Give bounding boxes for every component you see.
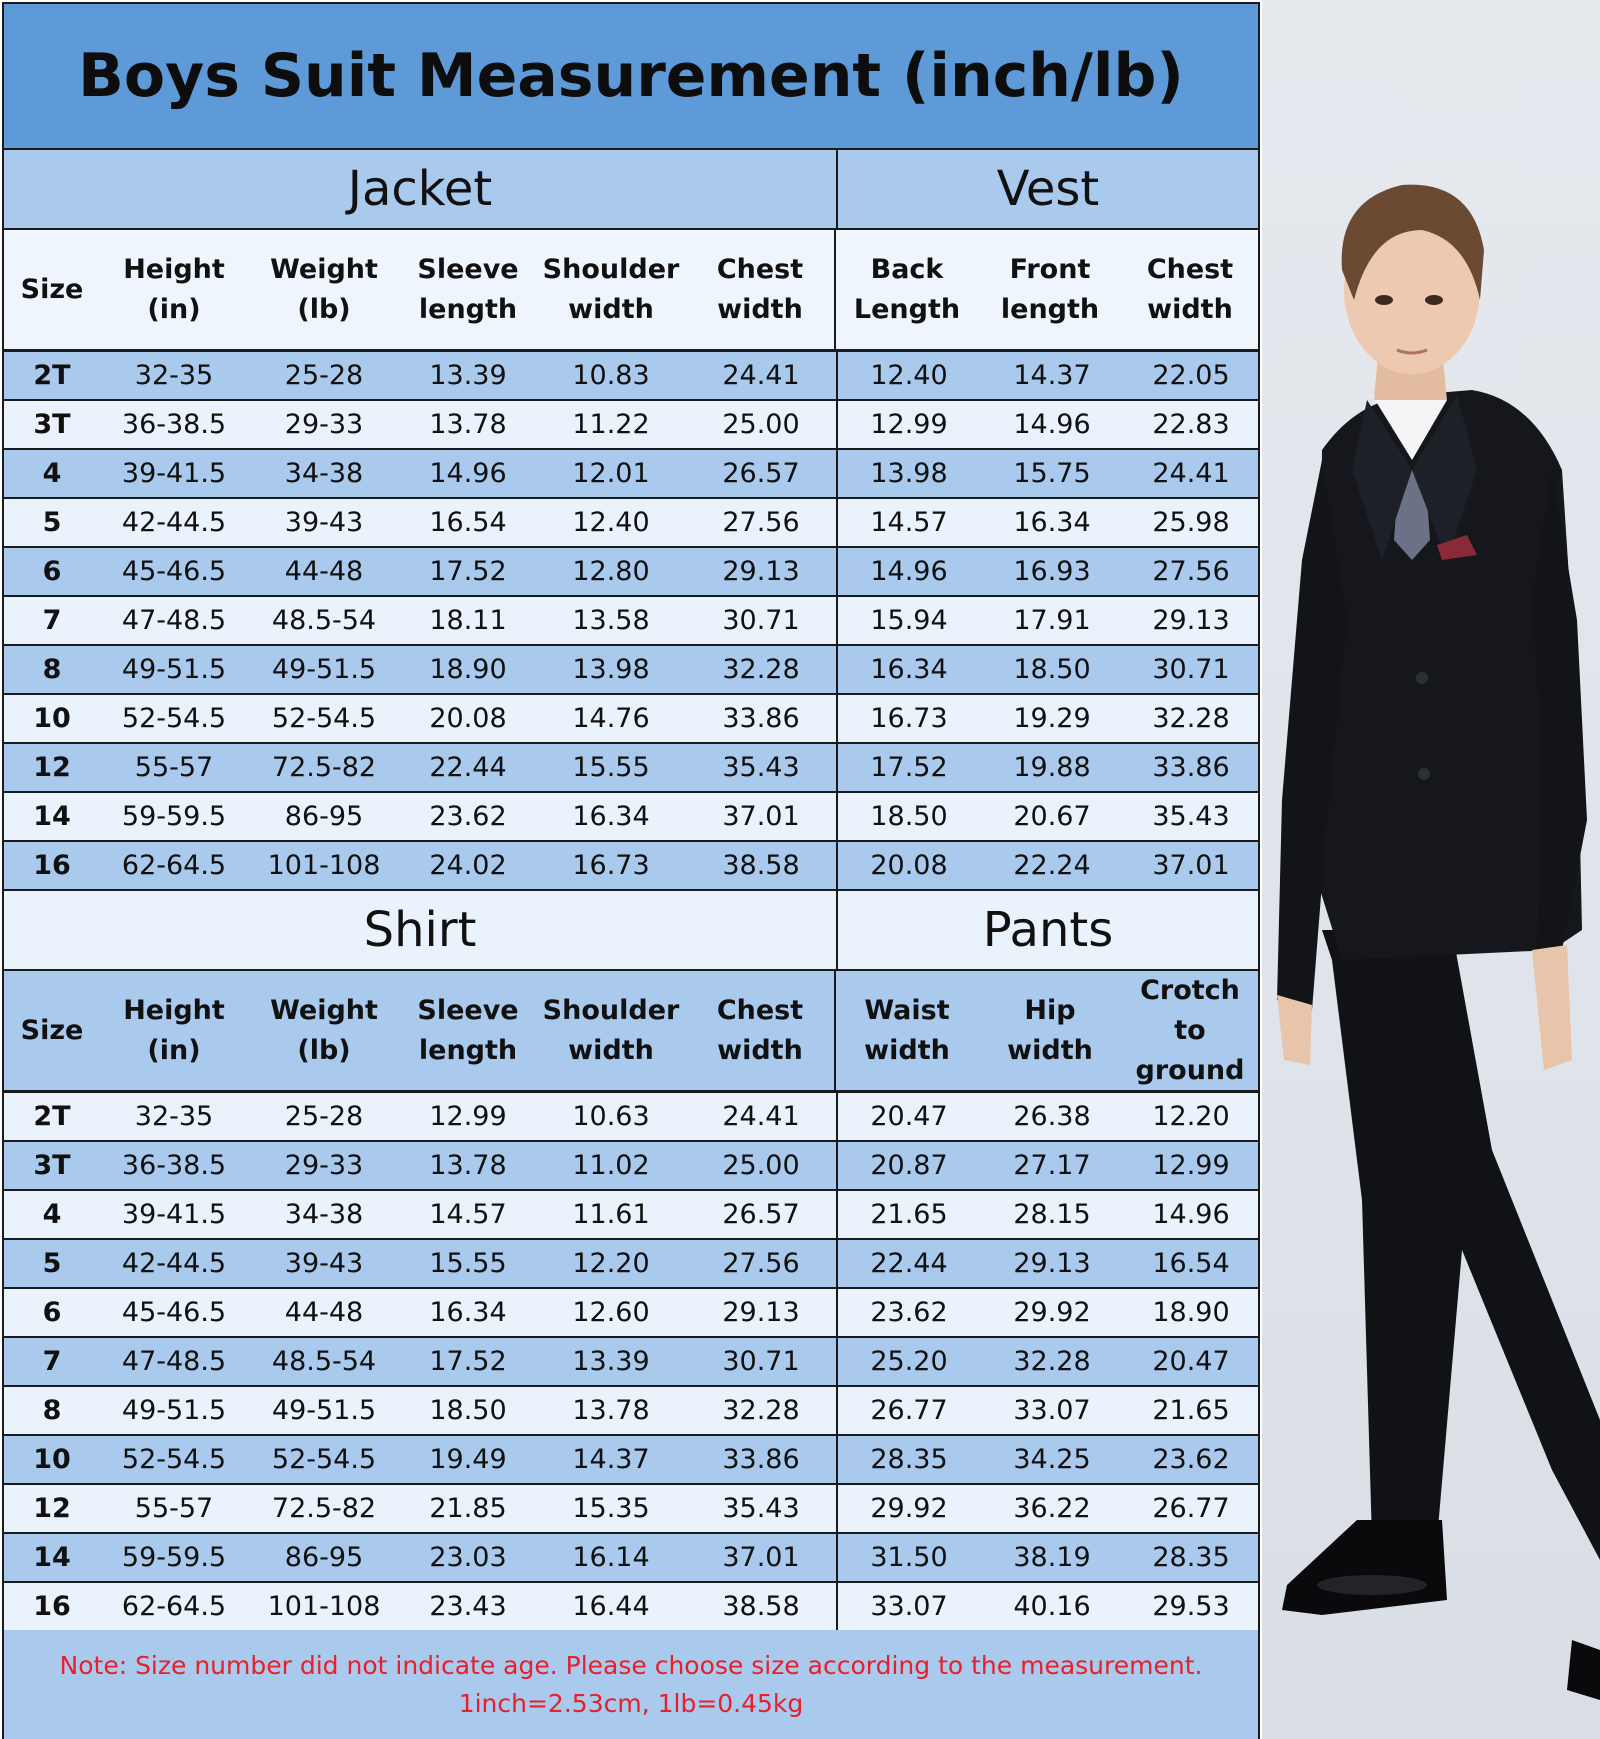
table-cell: 19.49	[429, 1444, 507, 1475]
table-cell: 13.78	[429, 409, 507, 440]
table-cell: 12.99	[870, 409, 948, 440]
size-cell: 5	[42, 1248, 62, 1279]
column-header-sleeve-length: Sleeve length	[417, 253, 519, 325]
table-cell: 45-46.5	[121, 1297, 227, 1328]
table-cell: 22.83	[1152, 409, 1230, 440]
column-header-col7: Back Length	[853, 253, 961, 325]
table-cell: 28.35	[1152, 1542, 1230, 1573]
size-cell: 2T	[33, 360, 71, 391]
table-cell: 12.80	[572, 556, 650, 587]
table-cell: 16.34	[870, 654, 948, 685]
note-line-2: 1inch=2.53cm, 1lb=0.45kg	[458, 1688, 804, 1718]
column-header-row	[4, 230, 1258, 352]
table-cell: 13.39	[572, 1346, 650, 1377]
table-cell: 21.85	[429, 1493, 507, 1524]
table-cell: 23.43	[429, 1591, 507, 1622]
table-cell: 15.35	[572, 1493, 650, 1524]
table-cell: 12.40	[572, 507, 650, 538]
size-cell: 3T	[33, 1150, 71, 1181]
table-cell: 32-35	[134, 1101, 214, 1132]
table-cell: 19.29	[1013, 703, 1091, 734]
table-cell: 11.02	[572, 1150, 650, 1181]
table-cell: 37.01	[686, 1534, 838, 1581]
table-cell: 49-51.5	[271, 654, 377, 685]
table-cell: 20.08	[870, 850, 948, 881]
column-header-height: Height (in)	[123, 994, 225, 1066]
table-row	[4, 1191, 1258, 1240]
table-cell: 29-33	[284, 1150, 364, 1181]
table-cell: 16.34	[1013, 507, 1091, 538]
table-cell: 49-51.5	[121, 1395, 227, 1426]
table-cell: 34-38	[284, 458, 364, 489]
table-cell: 29.92	[1013, 1297, 1091, 1328]
table-cell: 16.34	[429, 1297, 507, 1328]
shirt-pants-table	[2, 891, 1260, 1632]
table-cell: 40.16	[1013, 1591, 1091, 1622]
table-cell: 14.96	[429, 458, 507, 489]
table-cell: 29.13	[1013, 1248, 1091, 1279]
table-cell: 33.86	[686, 1436, 838, 1483]
table-cell: 34-38	[284, 1199, 364, 1230]
table-cell: 30.71	[1152, 654, 1230, 685]
size-cell: 14	[33, 801, 71, 832]
column-header-height: Height (in)	[123, 253, 225, 325]
table-cell: 18.90	[1152, 1297, 1230, 1328]
table-cell: 18.90	[429, 654, 507, 685]
size-cell: 7	[42, 605, 62, 636]
table-cell: 12.01	[572, 458, 650, 489]
table-cell: 23.62	[429, 801, 507, 832]
table-cell: 37.01	[686, 793, 838, 840]
table-cell: 42-44.5	[121, 507, 227, 538]
table-cell: 13.98	[572, 654, 650, 685]
table-cell: 101-108	[267, 850, 381, 881]
size-cell: 2T	[33, 1101, 71, 1132]
table-cell: 26.57	[686, 1191, 838, 1238]
size-cell: 16	[33, 1591, 71, 1622]
table-cell: 32.28	[686, 1387, 838, 1434]
boy-in-suit-illustration	[1262, 0, 1600, 1739]
table-cell: 48.5-54	[271, 605, 377, 636]
table-cell: 34.25	[1013, 1444, 1091, 1475]
table-cell: 32.28	[686, 646, 838, 693]
size-cell: 10	[33, 703, 71, 734]
table-cell: 14.96	[1013, 409, 1091, 440]
size-cell: 12	[33, 1493, 71, 1524]
size-cell: 4	[42, 1199, 62, 1230]
column-header-sleeve-length: Sleeve length	[417, 994, 519, 1066]
table-cell: 25-28	[284, 360, 364, 391]
table-cell: 62-64.5	[121, 850, 227, 881]
table-cell: 32.28	[1152, 703, 1230, 734]
table-row	[4, 548, 1258, 597]
table-cell: 14.96	[870, 556, 948, 587]
table-row	[4, 1289, 1258, 1338]
table-cell: 12.99	[429, 1101, 507, 1132]
table-cell: 49-51.5	[271, 1395, 377, 1426]
group-header-row	[4, 891, 1258, 971]
jacket-vest-table	[2, 150, 1260, 891]
table-cell: 12.20	[1152, 1101, 1230, 1132]
table-cell: 24.02	[429, 850, 507, 881]
table-cell: 29.13	[1152, 605, 1230, 636]
table-cell: 33.07	[870, 1591, 948, 1622]
table-cell: 23.62	[870, 1297, 948, 1328]
table-cell: 15.55	[429, 1248, 507, 1279]
note-box	[2, 1630, 1260, 1739]
table-cell: 26.77	[870, 1395, 948, 1426]
table-cell: 45-46.5	[121, 556, 227, 587]
table-cell: 16.34	[572, 801, 650, 832]
table-cell: 17.91	[1013, 605, 1091, 636]
table-cell: 101-108	[267, 1591, 381, 1622]
table-cell: 12.99	[1152, 1150, 1230, 1181]
column-header-shoulder-width: Shoulder width	[542, 994, 680, 1066]
table-cell: 14.96	[1152, 1199, 1230, 1230]
table-cell: 27.56	[686, 499, 838, 546]
table-cell: 11.61	[572, 1199, 650, 1230]
table-cell: 23.03	[429, 1542, 507, 1573]
table-cell: 16.14	[572, 1542, 650, 1573]
table-cell: 35.43	[1152, 801, 1230, 832]
table-row	[4, 1142, 1258, 1191]
table-cell: 12.60	[572, 1297, 650, 1328]
size-cell: 6	[42, 556, 62, 587]
column-header-weight: Weight (lb)	[270, 994, 378, 1066]
table-cell: 38.58	[686, 1583, 838, 1630]
note-line-1: Note: Size number did not indicate age. Please choose size according to the measurement.	[59, 1650, 1203, 1680]
size-cell: 4	[42, 458, 62, 489]
column-header-row	[4, 971, 1258, 1093]
table-cell: 21.65	[870, 1199, 948, 1230]
size-cell: 8	[42, 654, 62, 685]
table-cell: 29.92	[870, 1493, 948, 1524]
table-cell: 20.47	[1152, 1346, 1230, 1377]
table-cell: 14.57	[870, 507, 948, 538]
table-cell: 13.58	[572, 605, 650, 636]
table-row	[4, 1485, 1258, 1534]
table-cell: 26.57	[686, 450, 838, 497]
table-cell: 18.11	[429, 605, 507, 636]
table-cell: 31.50	[870, 1542, 948, 1573]
table-row	[4, 499, 1258, 548]
group-shirt: Shirt	[4, 891, 838, 969]
table-cell: 39-43	[284, 507, 364, 538]
table-cell: 25.20	[870, 1346, 948, 1377]
table-cell: 25.98	[1152, 507, 1230, 538]
column-header-chest-width: Chest width	[686, 971, 836, 1090]
table-cell: 13.78	[429, 1150, 507, 1181]
table-cell: 28.15	[1013, 1199, 1091, 1230]
size-cell: 12	[33, 752, 71, 783]
table-cell: 28.35	[870, 1444, 948, 1475]
table-cell: 29-33	[284, 409, 364, 440]
table-row	[4, 401, 1258, 450]
table-cell: 52-54.5	[271, 703, 377, 734]
table-cell: 12.20	[572, 1248, 650, 1279]
table-cell: 14.37	[572, 1444, 650, 1475]
table-cell: 16.73	[870, 703, 948, 734]
column-header-col8: Front length	[1000, 253, 1100, 325]
table-cell: 86-95	[284, 1542, 364, 1573]
table-cell: 29.13	[686, 548, 838, 595]
column-header-col8: Hip width	[1007, 994, 1093, 1066]
table-cell: 14.37	[1013, 360, 1091, 391]
table-cell: 20.47	[870, 1101, 948, 1132]
table-cell: 32.28	[1013, 1346, 1091, 1377]
table-cell: 22.44	[870, 1248, 948, 1279]
table-cell: 29.53	[1152, 1591, 1230, 1622]
size-cell: 10	[33, 1444, 71, 1475]
size-cell: 3T	[33, 409, 71, 440]
column-header-col9: Chest width	[1146, 253, 1234, 325]
table-cell: 52-54.5	[271, 1444, 377, 1475]
table-cell: 17.52	[429, 556, 507, 587]
table-cell: 16.93	[1013, 556, 1091, 587]
table-cell: 39-41.5	[121, 458, 227, 489]
column-header-col9: Crotch to ground	[1135, 974, 1245, 1086]
table-cell: 16.54	[429, 507, 507, 538]
column-header-weight: Weight (lb)	[270, 253, 378, 325]
table-cell: 36.22	[1013, 1493, 1091, 1524]
table-cell: 26.77	[1152, 1493, 1230, 1524]
table-cell: 48.5-54	[271, 1346, 377, 1377]
table-cell: 22.05	[1152, 360, 1230, 391]
table-cell: 18.50	[870, 801, 948, 832]
group-jacket: Jacket	[4, 150, 838, 228]
table-cell: 23.62	[1152, 1444, 1230, 1475]
table-cell: 22.44	[429, 752, 507, 783]
table-cell: 33.86	[686, 695, 838, 742]
column-header-size: Size	[20, 273, 84, 305]
table-cell: 55-57	[134, 1493, 214, 1524]
table-cell: 20.67	[1013, 801, 1091, 832]
table-cell: 16.73	[572, 850, 650, 881]
table-cell: 13.98	[870, 458, 948, 489]
table-cell: 25.00	[686, 1142, 838, 1189]
table-cell: 59-59.5	[121, 1542, 227, 1573]
table-cell: 33.86	[1152, 752, 1230, 783]
table-cell: 72.5-82	[271, 752, 377, 783]
table-cell: 36-38.5	[121, 409, 227, 440]
table-cell: 30.71	[686, 597, 838, 644]
size-cell: 6	[42, 1297, 62, 1328]
table-row	[4, 842, 1258, 891]
table-cell: 27.17	[1013, 1150, 1091, 1181]
table-row	[4, 744, 1258, 793]
table-row	[4, 695, 1258, 744]
table-cell: 21.65	[1152, 1395, 1230, 1426]
table-cell: 27.56	[1152, 556, 1230, 587]
table-cell: 20.08	[429, 703, 507, 734]
size-cell: 16	[33, 850, 71, 881]
table-cell: 52-54.5	[121, 703, 227, 734]
table-cell: 17.52	[870, 752, 948, 783]
table-cell: 11.22	[572, 409, 650, 440]
table-cell: 44-48	[284, 556, 364, 587]
table-row	[4, 1338, 1258, 1387]
table-row	[4, 646, 1258, 695]
size-cell: 5	[42, 507, 62, 538]
table-cell: 24.41	[1152, 458, 1230, 489]
table-cell: 44-48	[284, 1297, 364, 1328]
model-photo	[1262, 0, 1600, 1739]
table-cell: 86-95	[284, 801, 364, 832]
column-header-size: Size	[20, 1014, 84, 1046]
table-cell: 29.13	[686, 1289, 838, 1336]
table-cell: 19.88	[1013, 752, 1091, 783]
group-header-row	[4, 150, 1258, 230]
table-cell: 25-28	[284, 1101, 364, 1132]
table-cell: 32-35	[134, 360, 214, 391]
table-cell: 30.71	[686, 1338, 838, 1385]
group-pants: Pants	[982, 902, 1114, 958]
table-cell: 59-59.5	[121, 801, 227, 832]
table-cell: 35.43	[686, 1485, 838, 1532]
table-row	[4, 450, 1258, 499]
table-cell: 55-57	[134, 752, 214, 783]
table-cell: 17.52	[429, 1346, 507, 1377]
column-header-chest-width: Chest width	[686, 230, 836, 349]
table-body	[4, 1093, 1258, 1632]
table-cell: 10.83	[572, 360, 650, 391]
size-cell: 8	[42, 1395, 62, 1426]
table-body	[4, 352, 1258, 891]
table-cell: 26.38	[1013, 1101, 1091, 1132]
column-header-shoulder-width: Shoulder width	[542, 253, 680, 325]
size-cell: 14	[33, 1542, 71, 1573]
table-cell: 12.40	[870, 360, 948, 391]
table-row	[4, 352, 1258, 401]
table-cell: 10.63	[572, 1101, 650, 1132]
table-row	[4, 1583, 1258, 1632]
group-vest: Vest	[996, 161, 1100, 217]
table-cell: 39-43	[284, 1248, 364, 1279]
table-cell: 52-54.5	[121, 1444, 227, 1475]
table-cell: 18.50	[429, 1395, 507, 1426]
table-cell: 15.75	[1013, 458, 1091, 489]
table-cell: 35.43	[686, 744, 838, 791]
table-cell: 20.87	[870, 1150, 948, 1181]
table-cell: 42-44.5	[121, 1248, 227, 1279]
table-cell: 27.56	[686, 1240, 838, 1287]
table-cell: 49-51.5	[121, 654, 227, 685]
table-row	[4, 1436, 1258, 1485]
table-cell: 36-38.5	[121, 1150, 227, 1181]
table-row	[4, 1093, 1258, 1142]
table-cell: 25.00	[686, 401, 838, 448]
table-cell: 39-41.5	[121, 1199, 227, 1230]
table-cell: 13.39	[429, 360, 507, 391]
table-row	[4, 1240, 1258, 1289]
table-cell: 72.5-82	[271, 1493, 377, 1524]
table-cell: 62-64.5	[121, 1591, 227, 1622]
chart-title: Boys Suit Measurement (inch/lb)	[2, 2, 1260, 150]
table-cell: 37.01	[1152, 850, 1230, 881]
table-cell: 33.07	[1013, 1395, 1091, 1426]
table-cell: 14.76	[572, 703, 650, 734]
column-header-col7: Waist width	[864, 994, 950, 1066]
table-cell: 15.55	[572, 752, 650, 783]
table-cell: 47-48.5	[121, 1346, 227, 1377]
table-row	[4, 793, 1258, 842]
table-cell: 18.50	[1013, 654, 1091, 685]
table-cell: 24.41	[686, 352, 838, 399]
table-cell: 47-48.5	[121, 605, 227, 636]
table-cell: 24.41	[686, 1093, 838, 1140]
table-cell: 14.57	[429, 1199, 507, 1230]
table-cell: 13.78	[572, 1395, 650, 1426]
table-cell: 15.94	[870, 605, 948, 636]
table-cell: 22.24	[1013, 850, 1091, 881]
table-cell: 16.44	[572, 1591, 650, 1622]
table-row	[4, 597, 1258, 646]
size-cell: 7	[42, 1346, 62, 1377]
table-row	[4, 1534, 1258, 1583]
table-cell: 38.19	[1013, 1542, 1091, 1573]
table-cell: 16.54	[1152, 1248, 1230, 1279]
table-cell: 38.58	[686, 842, 838, 889]
table-row	[4, 1387, 1258, 1436]
